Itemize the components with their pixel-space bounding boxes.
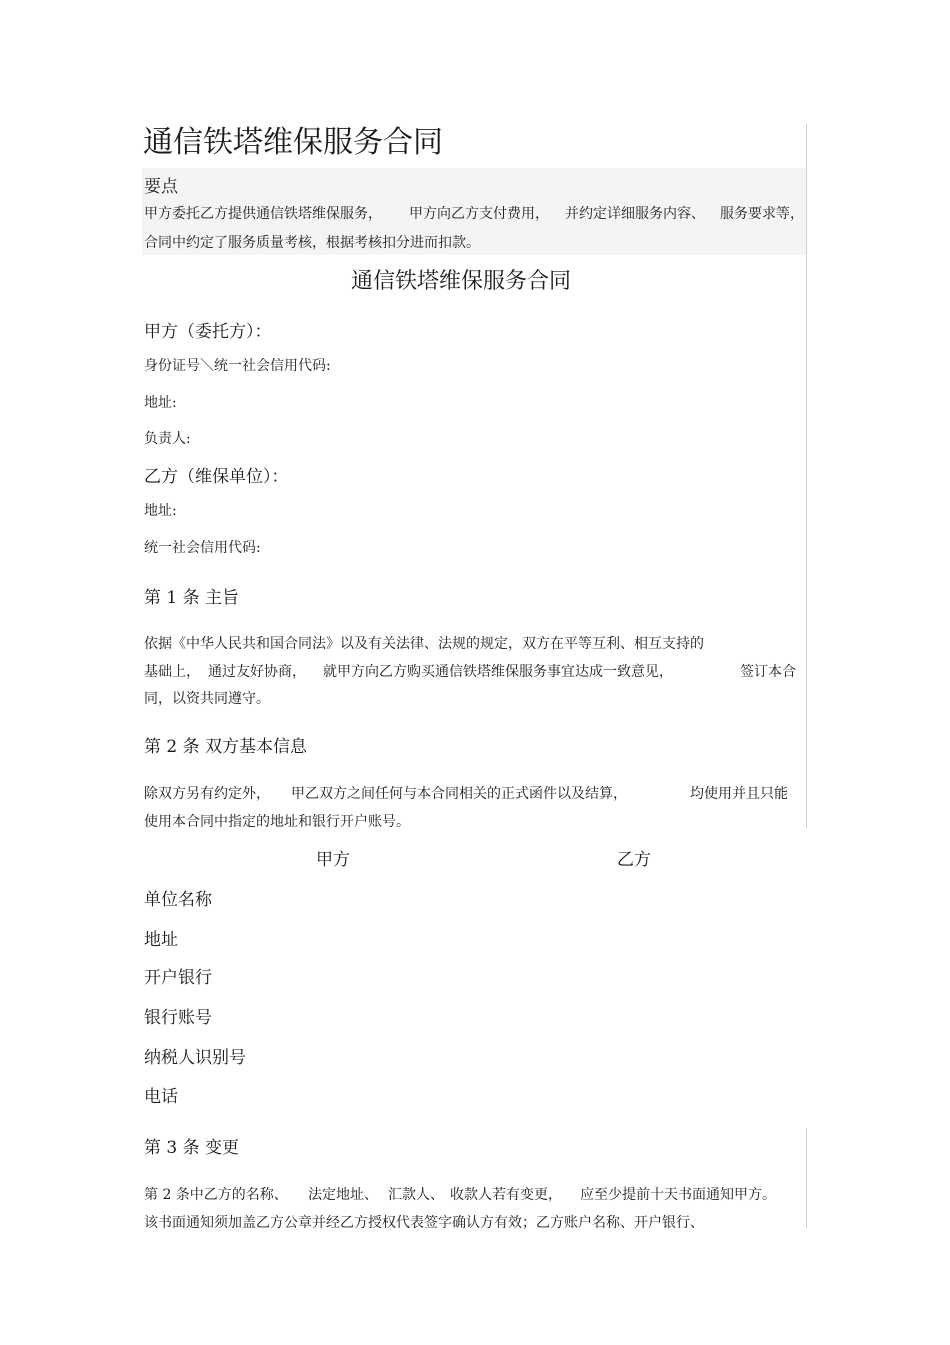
summary-line-1-part-4: 服务要求等， [720,206,804,222]
article-1-line-2-part-2: 通过友好协商， [208,664,306,680]
info-row-address: 地址 [144,930,178,950]
article-1-line-2-part-3: 就甲方向乙方购买通信铁塔维保服务事宜达成一致意见， [323,664,673,680]
document-title: 通信铁塔维保服务合同 [143,125,443,160]
article-1-line-2-part-1: 基础上， [144,664,200,680]
party-b-address-label: 地址: [144,503,177,519]
party-b-credit-code-label: 统一社会信用代码: [144,540,261,556]
summary-line-2: 合同中约定了服务质量考核，根据考核扣分进而扣款。 [144,235,480,251]
article-2-line-1-part-1: 除双方另有约定外， [144,786,270,802]
article-3-heading: 第 3 条 变更 [144,1138,240,1158]
article-2-heading: 第 2 条 双方基本信息 [144,737,308,757]
article-3-line-1-part-5: 应至少提前十天书面通知甲方。 [580,1187,776,1203]
summary-line-1-part-1: 甲方委托乙方提供通信铁塔维保服务， [144,206,382,222]
article-2-line-1-part-3: 均使用并且只能 [690,786,788,802]
article-1-line-1: 依据《中华人民共和国合同法》以及有关法律、法规的规定，双方在平等互利、相互支持的 [144,636,704,652]
article-1-line-2-part-4: 签订本合 [740,664,796,680]
summary-heading: 要点 [144,177,178,197]
article-1-line-3: 同，以资共同遵守。 [144,691,270,707]
summary-line-1-part-3: 并约定详细服务内容、 [565,206,705,222]
article-3-line-1-part-4: 收款人若有变更， [450,1187,562,1203]
article-3-line-1-part-3: 汇款人、 [388,1187,444,1203]
info-row-taxpayer-id: 纳税人识别号 [144,1048,246,1068]
article-2-line-1-part-2: 甲乙双方之间任何与本合同相关的正式函件以及结算， [291,786,627,802]
party-a-responsible-label: 负责人: [144,431,191,447]
info-row-company-name: 单位名称 [144,890,212,910]
party-a-id-label: 身份证号＼统一社会信用代码: [144,358,331,374]
article-3-line-1-part-2: 法定地址、 [308,1187,378,1203]
article-3-line-2: 该书面通知须加盖乙方公章并经乙方授权代表签字确认方有效；乙方账户名称、开户银行、 [144,1215,704,1231]
info-table-column-a: 甲方 [316,850,350,870]
info-row-account-number: 银行账号 [144,1008,212,1028]
info-row-bank: 开户银行 [144,968,212,988]
party-b-heading: 乙方（维保单位）： [144,467,289,487]
contract-title: 通信铁塔维保服务合同 [350,269,571,294]
party-a-heading: 甲方（委托方）： [144,322,272,342]
info-table-column-b: 乙方 [617,850,651,870]
article-2-line-2: 使用本合同中指定的地址和银行开户账号。 [144,814,410,830]
party-a-address-label: 地址: [144,395,177,411]
article-1-heading: 第 1 条 主旨 [144,588,240,608]
summary-line-1-part-2: 甲方向乙方支付费用， [409,206,549,222]
article-3-line-1-part-1: 第 2 条中乙方的名称、 [144,1187,288,1203]
info-row-phone: 电话 [144,1087,178,1107]
